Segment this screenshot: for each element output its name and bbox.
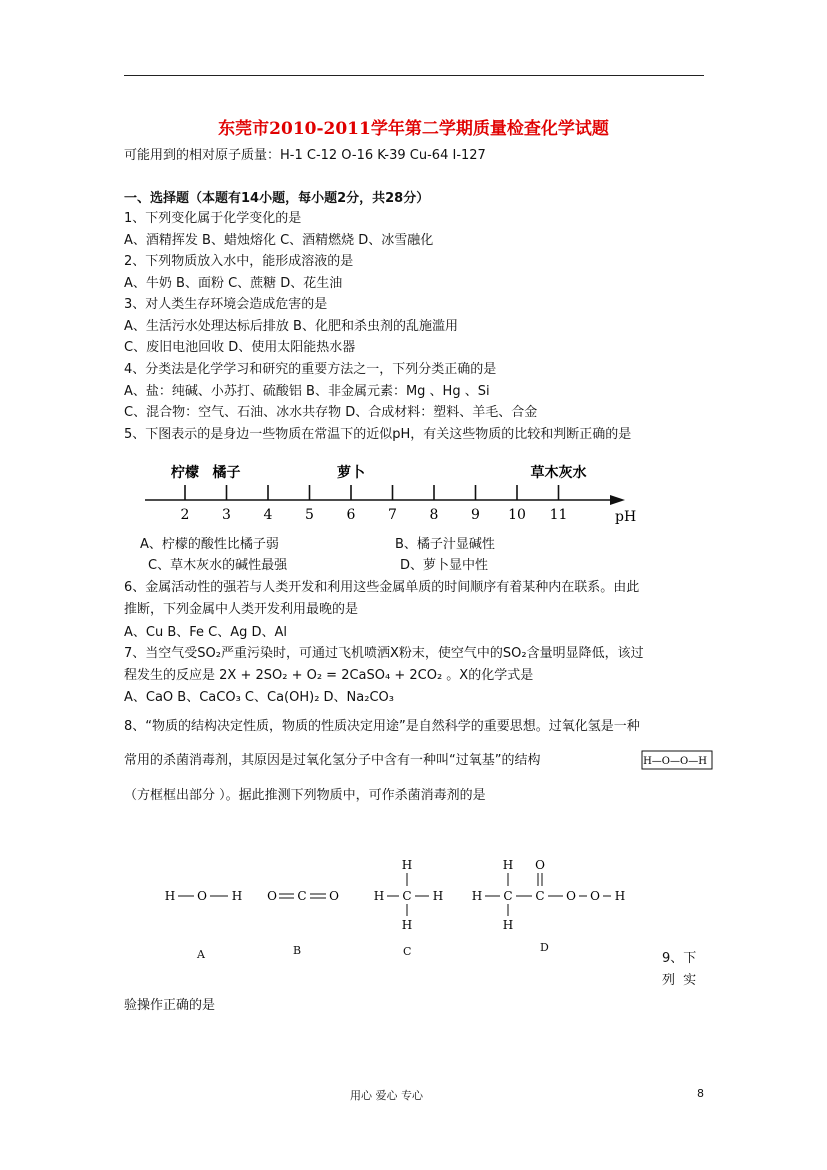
atom-h: H bbox=[614, 889, 626, 903]
q8-stem-1: 8、“物质的结构决定性质，物质的性质决定用途”是自然科学的重要思想。过氧化氢是一种 bbox=[124, 719, 640, 734]
ph-substance-label: 橘子 bbox=[212, 465, 241, 481]
ph-scale-diagram bbox=[140, 455, 660, 530]
q4-options-cd: C、混合物：空气、石油、冰水共存物 D、合成材料：塑料、羊毛、合金 bbox=[124, 405, 538, 420]
atom-h: H bbox=[401, 918, 413, 932]
atom-o: O bbox=[535, 858, 545, 872]
q1-options: A、酒精挥发 B、蜡烛熔化 C、酒精燃烧 D、冰雪融化 bbox=[124, 233, 434, 248]
ph-axis-arrow bbox=[610, 495, 625, 505]
q1-stem: 1、下列变化属于化学变化的是 bbox=[124, 211, 302, 226]
ph-tick-label: 8 bbox=[429, 507, 439, 523]
q2-options: A、牛奶 B、面粉 C、蔗糖 D、花生油 bbox=[124, 276, 343, 291]
molecule-a-structure bbox=[160, 880, 250, 910]
ph-substance-label: 柠檬 bbox=[171, 465, 199, 481]
q8-stem-3: （方框框出部分 ）。据此推测下列物质中，可作杀菌消毒剂的是 bbox=[124, 788, 486, 803]
ph-axis-label: pH bbox=[615, 509, 637, 525]
molecule-a-label: A bbox=[197, 948, 205, 961]
ph-tick-label: 10 bbox=[508, 507, 526, 523]
q4-stem: 4、分类法是化学学习和研究的重要方法之一，下列分类正确的是 bbox=[124, 362, 497, 377]
atom-h: H bbox=[471, 889, 483, 903]
ph-tick-label: 5 bbox=[305, 507, 314, 523]
q6-stem-2: 推断，下列金属中人类开发利用最晚的是 bbox=[124, 602, 359, 617]
q6-options: A、Cu B、Fe C、Ag D、Al bbox=[124, 625, 288, 640]
atom-o: O bbox=[197, 889, 207, 903]
atom-o: O bbox=[590, 889, 600, 903]
atom-h: H bbox=[432, 889, 444, 903]
atomic-masses: 可能用到的相对原子质量：H-1 C-12 O-16 K-39 Cu-64 I-127 bbox=[124, 148, 486, 163]
molecule-c-label: C bbox=[403, 945, 412, 958]
footer-motto: 用心 爱心 专心 bbox=[350, 1089, 423, 1102]
q3-stem: 3、对人类生存环境会造成危害的是 bbox=[124, 297, 328, 312]
q5-option-c: C、草木灰水的碱性最强 bbox=[148, 558, 288, 573]
atom-o: O bbox=[566, 889, 576, 903]
q5-option-a: A、柠檬的酸性比橘子弱 bbox=[140, 537, 279, 552]
q7-options: A、CaO B、CaCO₃ C、Ca(OH)₂ D、Na₂CO₃ bbox=[124, 690, 394, 705]
ph-tick-label: 3 bbox=[222, 507, 231, 523]
q8-stem-2: 常用的杀菌消毒剂，其原因是过氧化氢分子中含有一种叫“过氧基”的结构 bbox=[124, 753, 541, 768]
q7-stem-1: 7、当空气受SO₂严重污染时，可通过飞机喷洒X粉末，使空气中的SO₂含量明显降低，该过 bbox=[124, 646, 644, 661]
molecule-d-structure bbox=[465, 853, 640, 933]
q9-stem-part1: 9、下 bbox=[662, 951, 697, 966]
q5-stem: 5、下图表示的是身边一些物质在常温下的近似pH，有关这些物质的比较和判断正确的是 bbox=[124, 427, 632, 442]
atom-h: H bbox=[164, 889, 176, 903]
peroxy-formula: H—O—O—H bbox=[643, 756, 707, 767]
atom-c: C bbox=[402, 889, 412, 903]
molecule-d-label: D bbox=[540, 941, 549, 954]
atom-c: C bbox=[297, 889, 307, 903]
q5-option-b: B、橘子汁显碱性 bbox=[395, 537, 495, 552]
q6-stem-1: 6、金属活动性的强若与人类开发和利用这些金属单质的时间顺序有着某种内在联系。由此 bbox=[124, 580, 640, 595]
q3-options-cd: C、废旧电池回收 D、使用太阳能热水器 bbox=[124, 340, 356, 355]
atom-h: H bbox=[231, 889, 243, 903]
ph-tick-label: 6 bbox=[346, 507, 356, 523]
atom-h: H bbox=[502, 858, 514, 872]
molecule-c-structure bbox=[365, 853, 455, 933]
atom-o: O bbox=[267, 889, 277, 903]
q5-option-d: D、萝卜显中性 bbox=[400, 558, 489, 573]
atom-c: C bbox=[535, 889, 545, 903]
q9-stem-part2: 列 实 bbox=[662, 973, 699, 988]
atom-c: C bbox=[503, 889, 513, 903]
atom-h: H bbox=[502, 918, 514, 932]
ph-substance-label: 萝卜 bbox=[337, 465, 365, 481]
molecule-b-structure bbox=[262, 880, 352, 910]
ph-tick-label: 4 bbox=[263, 507, 273, 523]
page-number: 8 bbox=[697, 1087, 704, 1100]
ph-substance-label: 草木灰水 bbox=[530, 465, 587, 481]
atom-o: O bbox=[329, 889, 339, 903]
q7-stem-2: 程发生的反应是 2X + 2SO₂ + O₂ = 2CaSO₄ + 2CO₂ 。X的化学式是 bbox=[124, 668, 534, 683]
peroxy-structure bbox=[628, 749, 723, 771]
q4-options-ab: A、盐：纯碱、小苏打、硫酸铝 B、非金属元素：Mg 、Hg 、Si bbox=[124, 384, 490, 399]
ph-tick-label: 2 bbox=[180, 507, 190, 523]
atom-h: H bbox=[373, 889, 385, 903]
page-title: 东莞市2010-2011学年第二学期质量检查化学试题 bbox=[218, 119, 609, 139]
atom-h: H bbox=[401, 858, 413, 872]
ph-tick-label: 11 bbox=[549, 507, 568, 523]
q2-stem: 2、下列物质放入水中，能形成溶液的是 bbox=[124, 254, 354, 269]
molecule-b-label: B bbox=[293, 944, 302, 957]
q9-stem-part3: 验操作正确的是 bbox=[124, 998, 216, 1013]
ph-tick-label: 7 bbox=[388, 507, 397, 523]
section-heading: 一、选择题（本题有14小题，每小题2分，共28分） bbox=[124, 191, 430, 206]
ph-tick-label: 9 bbox=[471, 507, 480, 523]
header-rule bbox=[124, 75, 704, 76]
q3-options-ab: A、生活污水处理达标后排放 B、化肥和杀虫剂的乱施滥用 bbox=[124, 319, 458, 334]
